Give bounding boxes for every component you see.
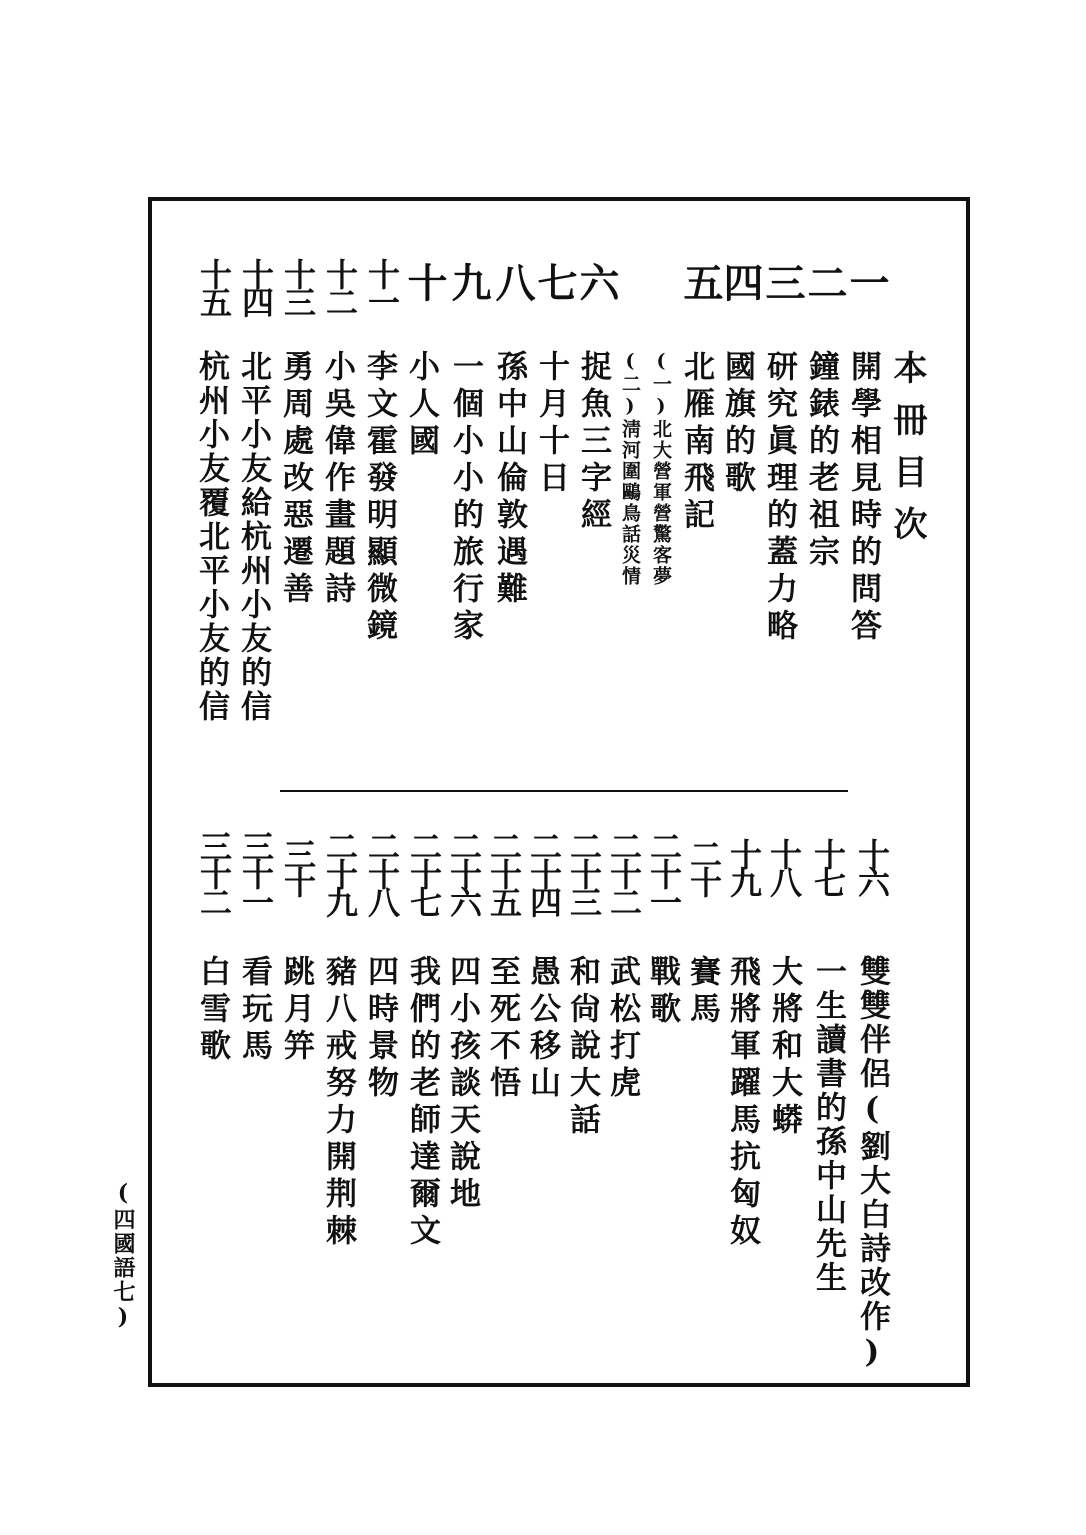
entry-title[interactable]: 小人國 (403, 350, 439, 461)
entry-title[interactable]: 孫中山倫敦遇難 (491, 350, 527, 609)
entry-title[interactable]: 至死不悟 (484, 955, 520, 1103)
entry-number: 二十八 (363, 830, 401, 914)
section-divider (280, 790, 848, 792)
entry-number: 四 (717, 262, 764, 300)
entry-number: 六 (573, 262, 620, 300)
toc-heading: 本冊目次 (887, 350, 927, 558)
entry-title[interactable]: 大將和大蟒 (766, 955, 802, 1140)
entry-number: 五 (677, 262, 724, 300)
entry-number: 七 (531, 262, 578, 300)
entry-number: 二 (801, 262, 848, 300)
entry-number: 十 (401, 262, 448, 300)
entry-number: 二十一 (645, 830, 683, 914)
entry-title[interactable]: 戰歌 (644, 955, 680, 1029)
entry-number: 十三 (279, 258, 317, 314)
entry-number: 三十一 (237, 830, 275, 914)
entry-number: 二十四 (525, 830, 563, 914)
entry-title[interactable]: 鐘錶的老祖宗 (803, 350, 839, 572)
entry-number: 十九 (725, 838, 763, 894)
entry-number: 一 (843, 262, 890, 300)
entry-number: 二十二 (605, 830, 643, 914)
entry-title[interactable]: 李文霍發明顯微鏡 (361, 350, 397, 646)
entry-title[interactable]: 賽馬 (684, 955, 720, 1029)
page-footer: (四國語七) (110, 1180, 136, 1332)
entry-title[interactable]: 開學相見時的問答 (845, 350, 881, 646)
entry-number: 十一 (363, 258, 401, 314)
entry-number: 三 (759, 262, 806, 300)
entry-title[interactable]: 四小孩談天說地 (444, 955, 480, 1214)
entry-title[interactable]: 研究眞理的蓋力略 (761, 350, 797, 646)
entry-title[interactable]: 白雪歌 (194, 955, 230, 1066)
entry-number: 九 (445, 262, 492, 300)
entry-number: 二十七 (405, 830, 443, 914)
entry-number: 二十六 (445, 830, 483, 914)
entry-title[interactable]: 十月十日 (533, 350, 569, 498)
entry-subtitle[interactable]: (一)北大營軍營驚客夢 (650, 350, 672, 587)
entry-number: 八 (489, 262, 536, 300)
entry-title[interactable]: 北平小友給杭州小友的信 (235, 350, 271, 724)
entry-title[interactable]: 和尙說大話 (564, 955, 600, 1140)
entry-number: 三十 (279, 838, 317, 894)
entry-number: 三十二 (195, 830, 233, 914)
entry-title[interactable]: 飛將軍躍馬抗匈奴 (724, 955, 760, 1251)
entry-title[interactable]: 杭州小友覆北平小友的信 (193, 350, 229, 724)
entry-title[interactable]: 國旗的歌 (719, 350, 755, 498)
entry-title[interactable]: 勇周處改惡遷善 (277, 350, 313, 609)
entry-title[interactable]: 我們的老師達爾文 (404, 955, 440, 1251)
entry-title[interactable]: 愚公移山 (524, 955, 560, 1103)
entry-title[interactable]: 一個小小的旅行家 (447, 350, 483, 646)
entry-title[interactable]: 看玩馬 (236, 955, 272, 1066)
entry-number: 十八 (765, 838, 803, 894)
entry-number: 二十三 (565, 830, 603, 914)
entry-number: 十四 (237, 258, 275, 314)
entry-number: 二十九 (321, 830, 359, 914)
entry-title[interactable]: 雙雙伴侶(劉大白詩改作) (854, 955, 890, 1373)
entry-number: 十七 (809, 838, 847, 894)
entry-title[interactable]: 四時景物 (362, 955, 398, 1103)
entry-number: 十五 (195, 258, 233, 314)
entry-title[interactable]: 豬八戒努力開荆棘 (320, 955, 356, 1251)
entry-title[interactable]: 一生讀書的孫中山先生 (810, 955, 846, 1295)
entry-title[interactable]: 北雁南飛記 (678, 350, 714, 535)
entry-title[interactable]: 跳月笄 (278, 955, 314, 1066)
entry-number: 二十 (685, 838, 723, 894)
entry-title[interactable]: 捉魚三字經 (575, 350, 611, 535)
entry-title[interactable]: 武松打虎 (604, 955, 640, 1103)
entry-subtitle[interactable]: (二)淸河圍鷗鳥話災情 (619, 350, 641, 587)
entry-number: 十二 (321, 258, 359, 314)
entry-number: 二十五 (485, 830, 523, 914)
entry-title[interactable]: 小吳偉作畫題詩 (319, 350, 355, 609)
entry-number: 十六 (853, 838, 891, 894)
